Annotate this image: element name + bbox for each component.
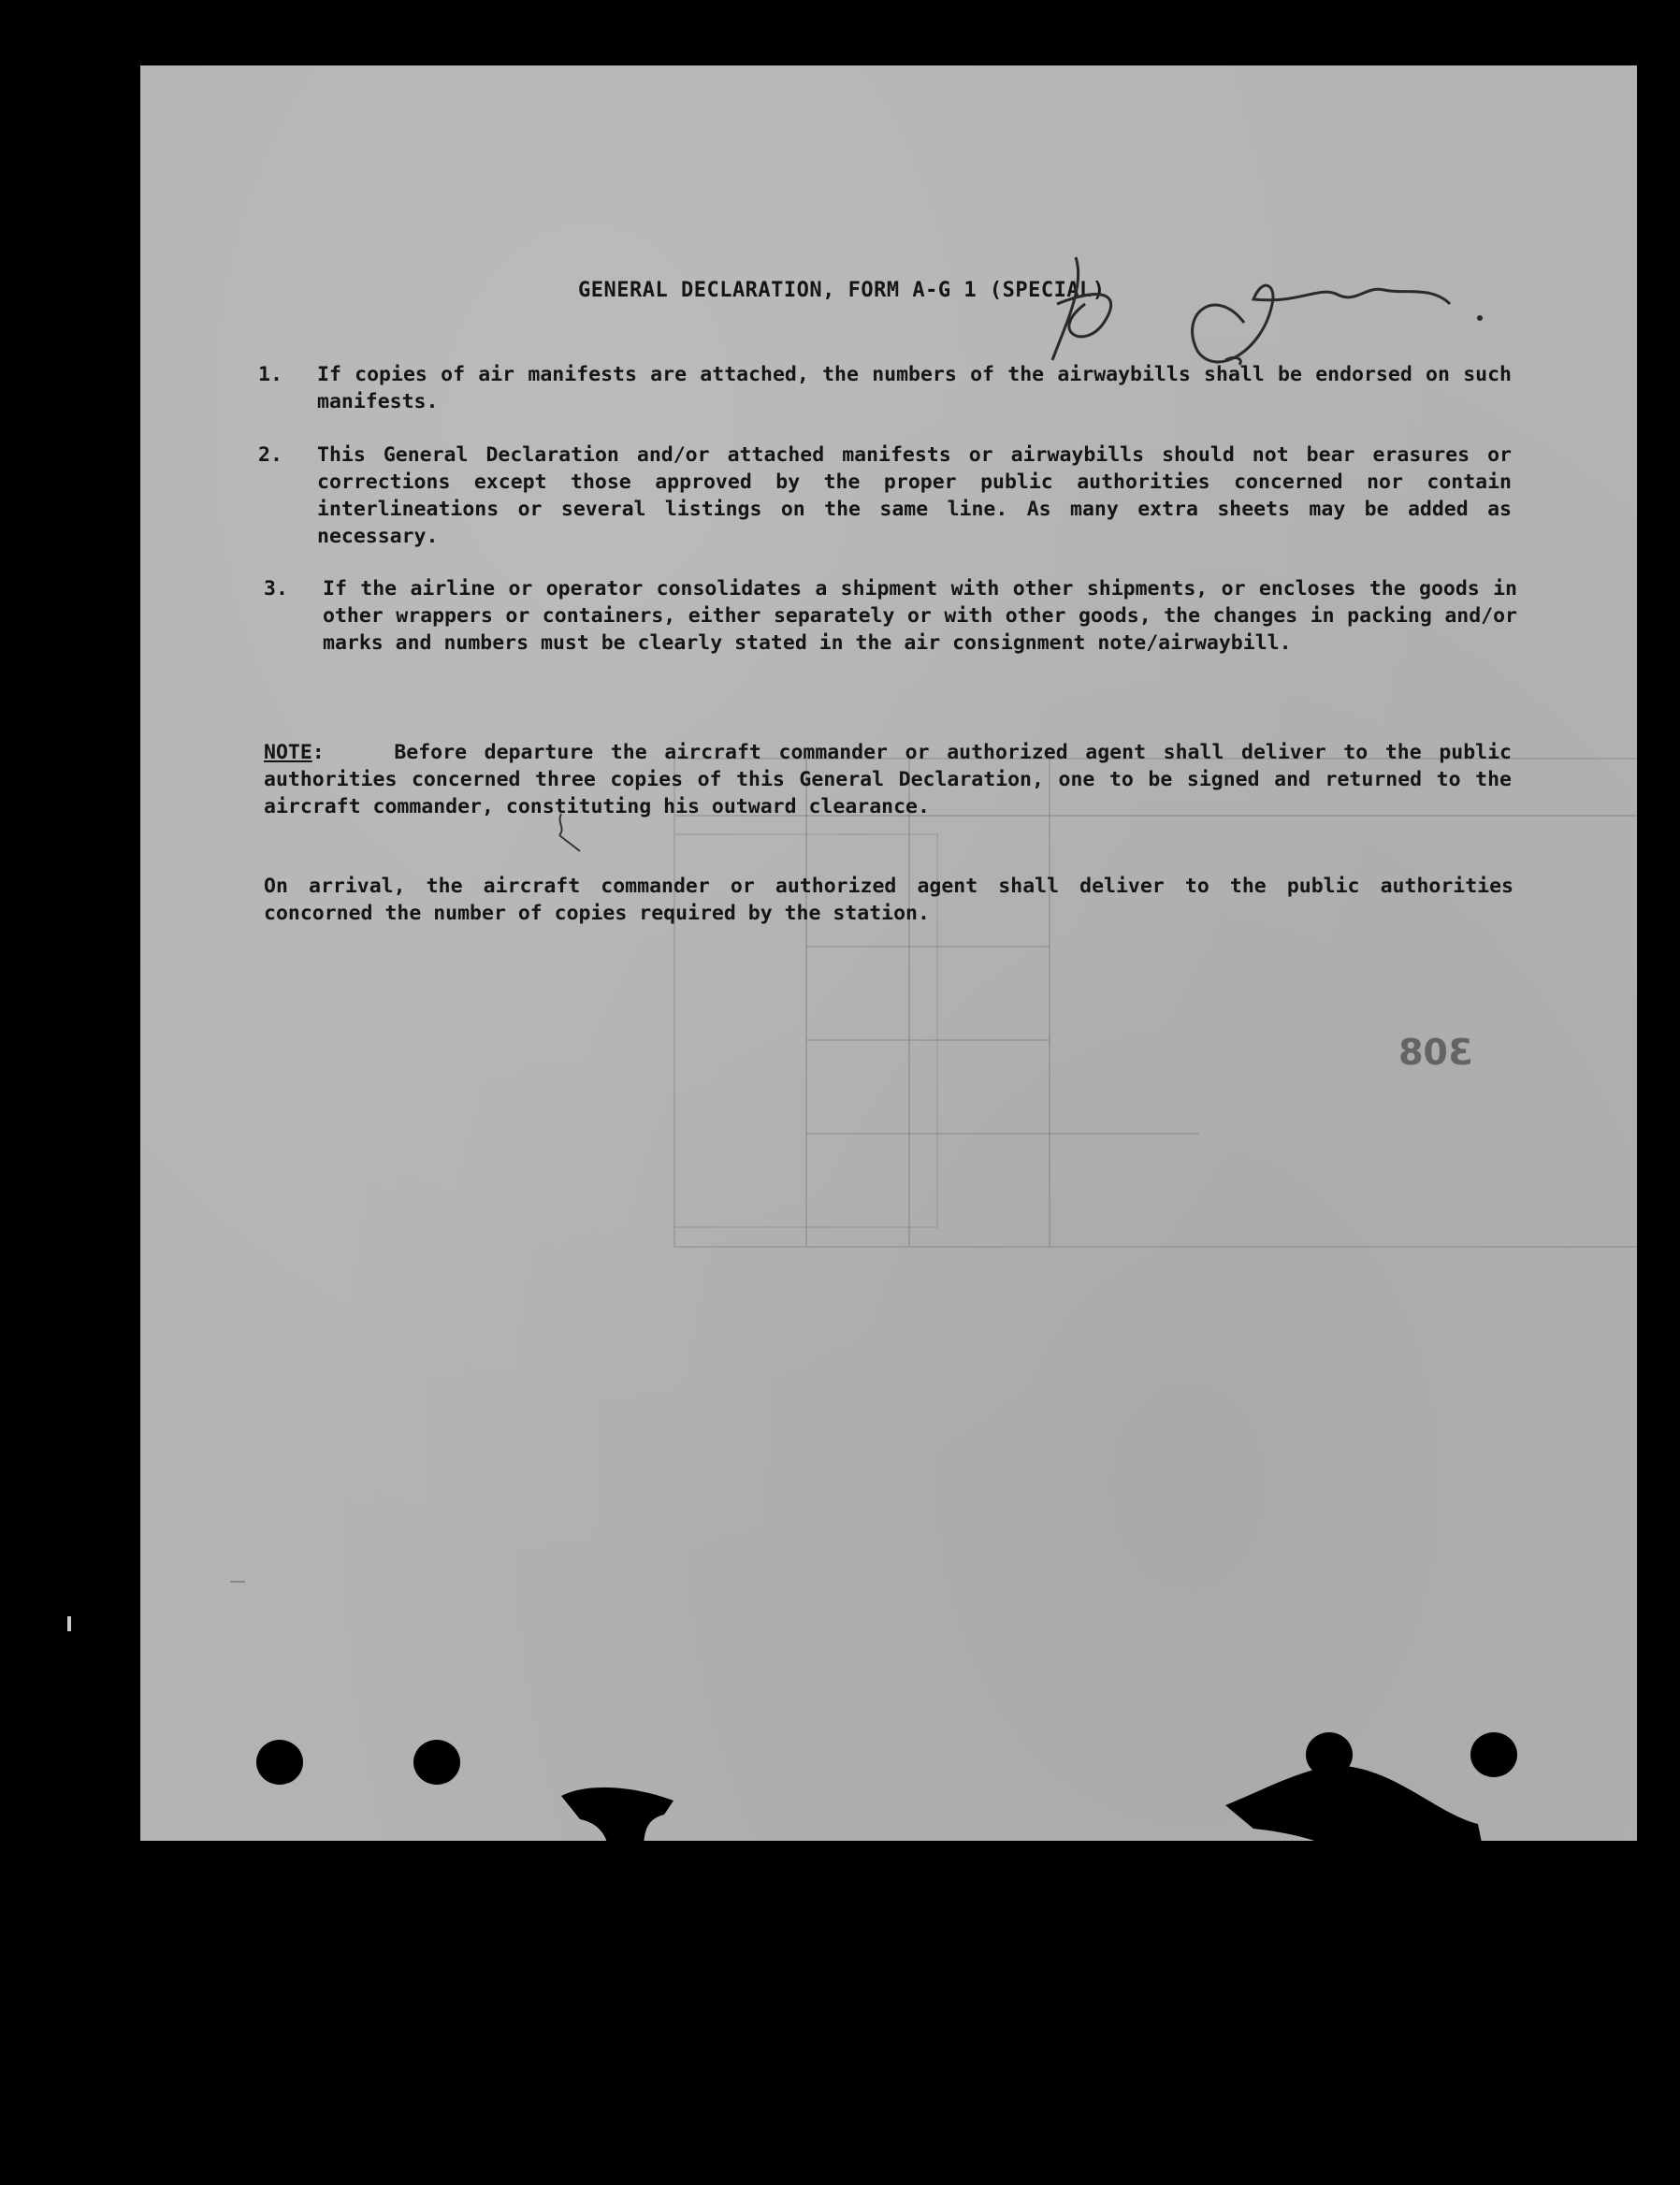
item-text: This General Declaration and/or attached manifests or airwaybills should not bear erasures or corrections except those approved by the proper public authorities concerned nor contain interlineations or several listings on the same line. As many extra sheets may be added as necessary. [317,443,1512,548]
bleed-through-table [673,758,1637,1248]
pen-mark [552,809,589,856]
arrival-paragraph: On arrival, the aircraft commander or authorized agent shall deliver to the public authorities concorned the number of copies required by the station. [264,875,1513,925]
bleed-through-lines [675,760,1637,1246]
item-number: 1. [258,363,282,386]
note-label: NOTE [264,741,312,764]
item-text: If copies of air manifests are attached, the numbers of the airwaybills shall be endorsed on such manifests. [317,363,1512,413]
torn-edge-mark [1216,1758,1497,1871]
item-text: If the airline or operator consolidates a shipment with other shipments, or encloses the goods in other wrappers or containers, either separately or with other goods, the changes in packing and/or marks and numbers must be clearly stated in the air consignment note/airwaybill. [323,577,1517,655]
punch-hole [256,1740,303,1785]
punch-hole [413,1740,460,1785]
note-text: Before departure the aircraft commander or authorized agent shall deliver to the public authorities concerned three copies of this General Declaration, one to be signed and returned to the aircraft commander, constituting his outward clearance. [264,741,1512,818]
instruction-item-3 [264,575,1517,657]
page-title: GENERAL DECLARATION, FORM A-G 1 (SPECIAL) [578,279,1106,302]
instruction-item-2 [258,441,1512,550]
paper-sheet [140,65,1637,1841]
item-number: 3. [264,577,288,601]
border-speck [230,1581,245,1583]
border-speck [67,1616,71,1631]
note-paragraph: NOTE: Before departure the aircraft commander or authorized agent shall deliver to the public authorities concerned three copies of this General Declaration, one to be signed and returned to the aircraft commander, constituting his outward clearance. [264,741,1512,818]
item-number: 2. [258,443,282,467]
instruction-item-1 [258,361,1512,415]
stamp-number: 308 [1398,1032,1473,1073]
torn-edge-mark [552,1777,683,1871]
